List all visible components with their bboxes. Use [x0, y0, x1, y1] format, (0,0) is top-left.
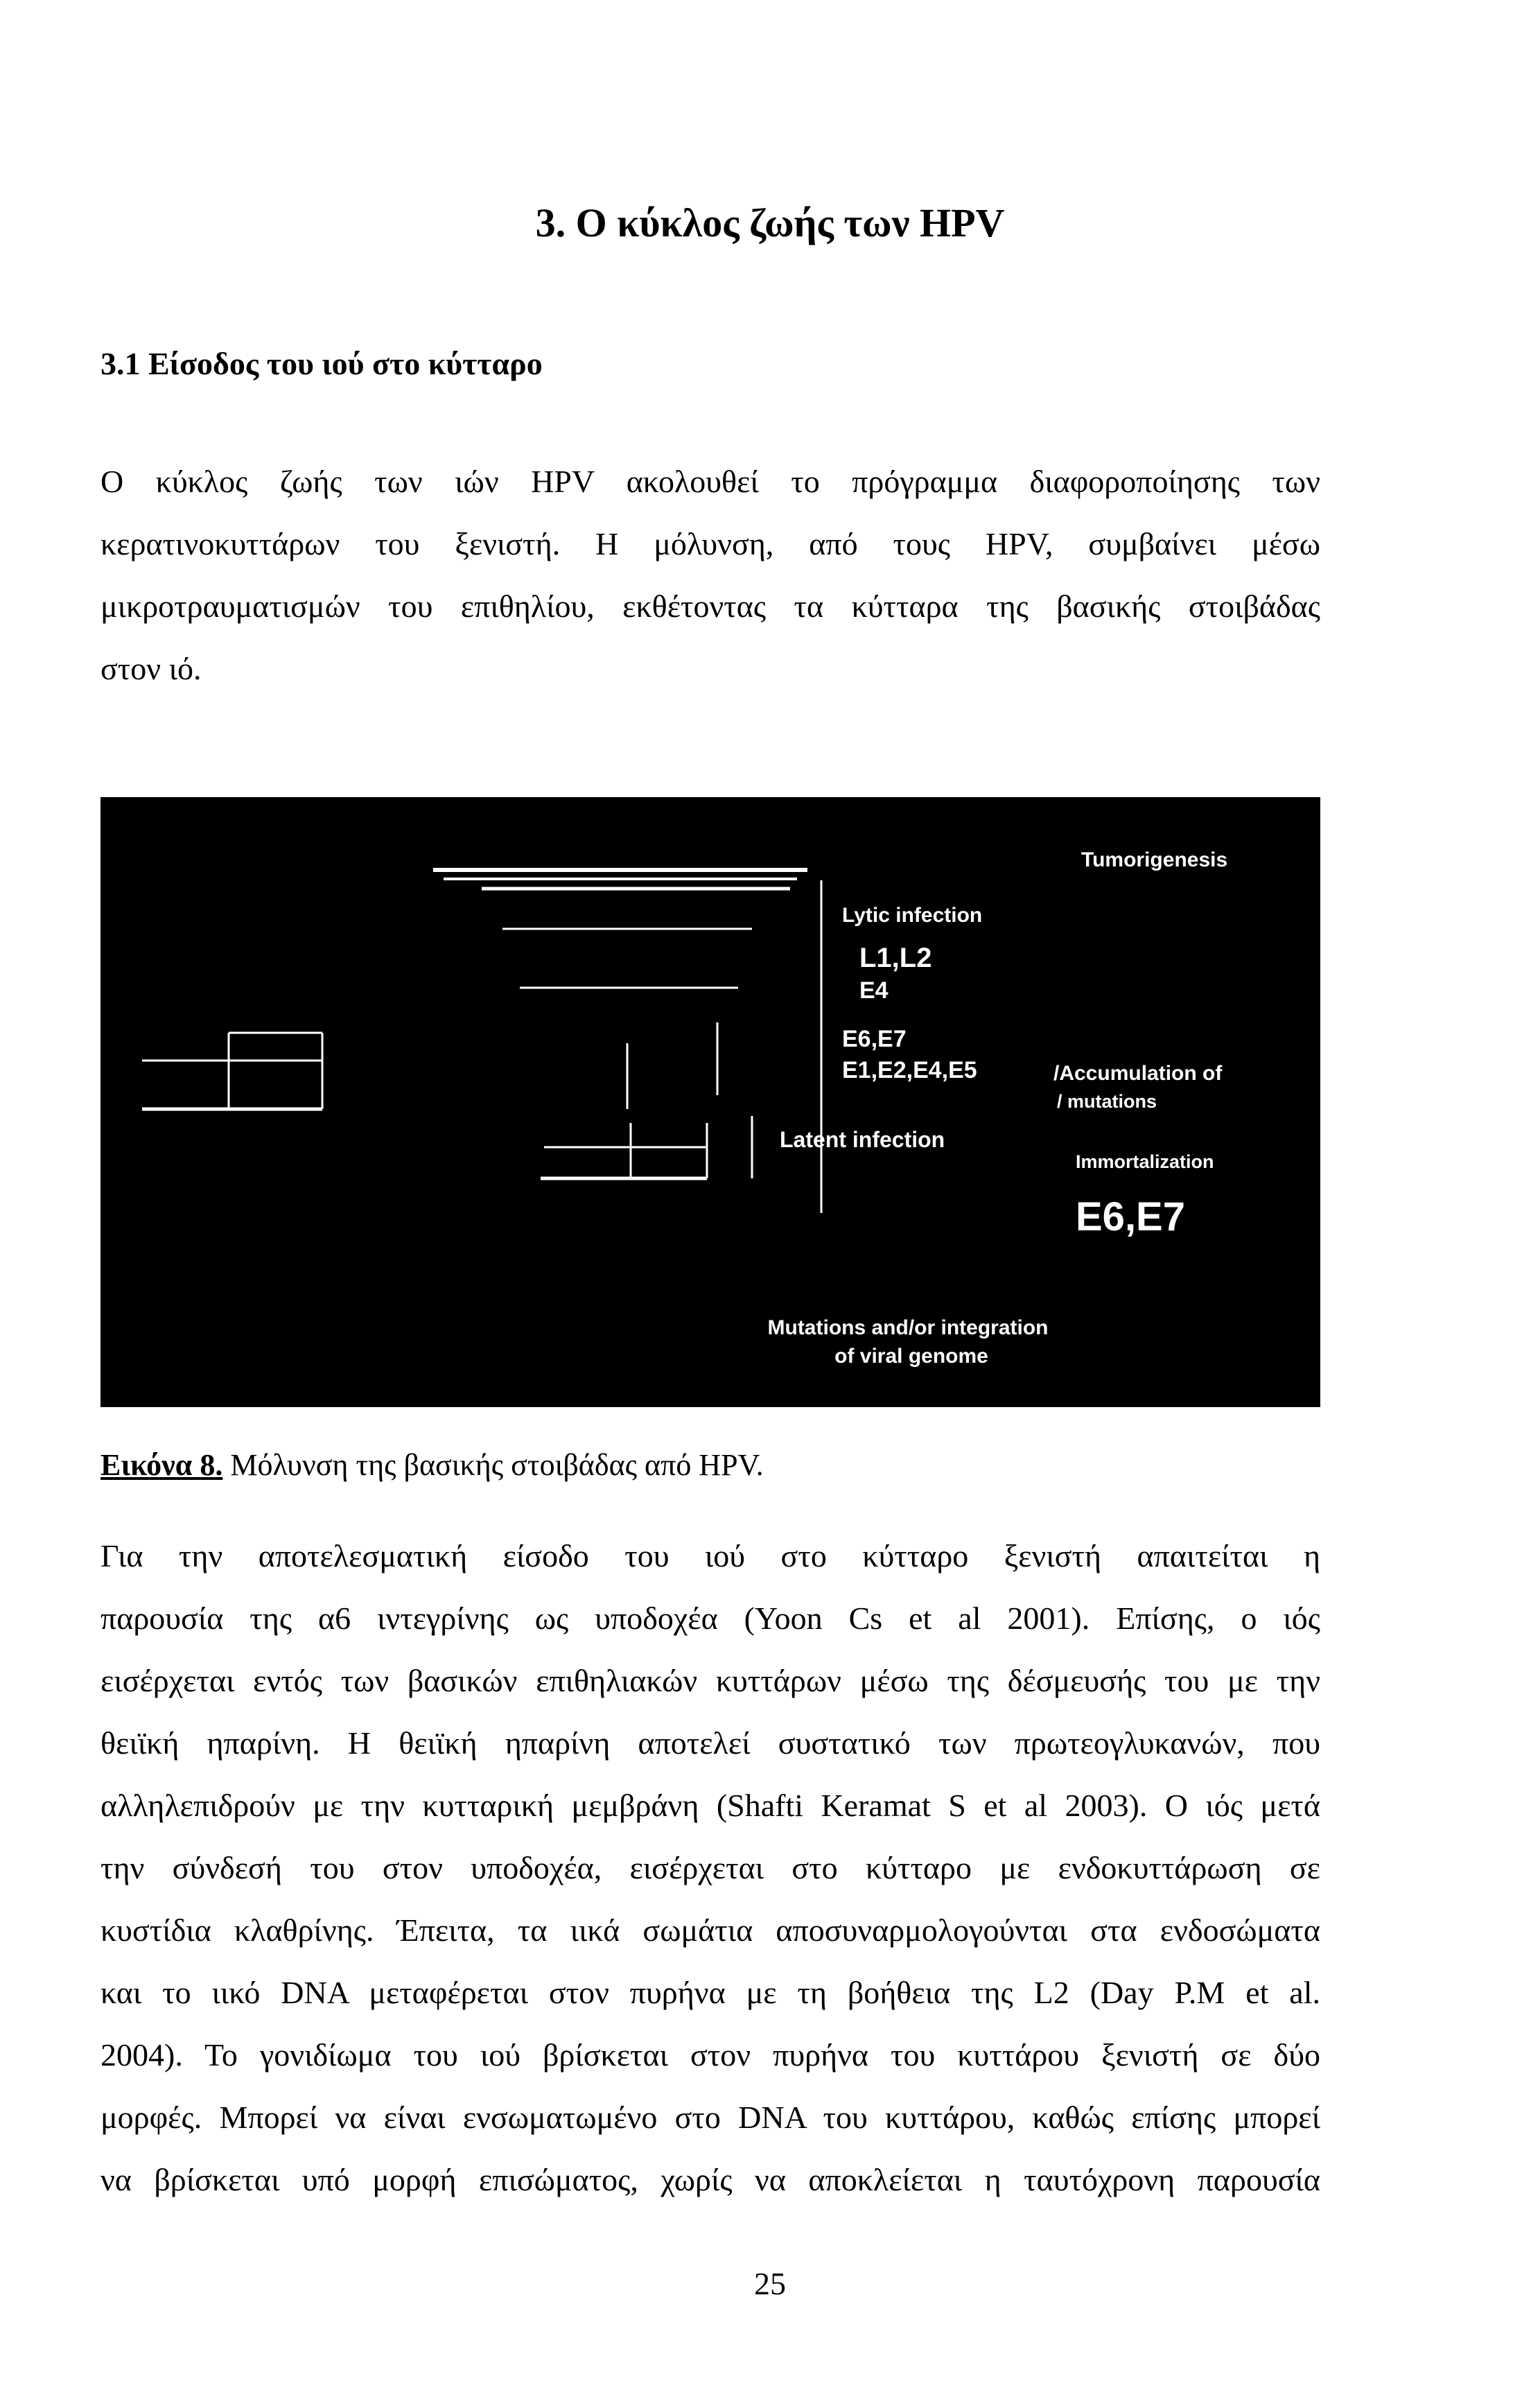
genes-lytic-1: L1,L2: [859, 943, 932, 973]
body-line: και το ιικό DNA μεταφέρεται στον πυρήνα με τη βοήθεια της L2 (Day P.M et al.: [100, 1975, 1320, 2010]
intro-line: Ο κύκλος ζωής των ιών HPV ακολουθεί το πρόγραμμα διαφοροποίησης των: [100, 464, 1320, 499]
body-line: εισέρχεται εντός των βασικών επιθηλιακών κυττάρων μέσω της δέσμευσής του με την: [100, 1663, 1320, 1698]
genes-lytic-2: E4: [859, 977, 889, 1004]
label-immortalization: Immortalization: [1076, 1151, 1214, 1172]
section-title: 3. Ο κύκλος ζωής των HPV: [535, 200, 1005, 245]
page-number: 25: [754, 2266, 786, 2301]
body-line: θειϊκή ηπαρίνη. Η θειϊκή ηπαρίνη αποτελεί συστατικό των πρωτεογλυκανών, που: [100, 1725, 1320, 1761]
caption-label: Εικόνα 8.: [100, 1448, 223, 1482]
body-line: Για την αποτελεσματική είσοδο του ιού στο κύτταρο ξενιστή απαιτείται η: [100, 1538, 1320, 1573]
body-line: παρουσία της α6 ιντεγρίνης ως υποδοχέα (Yoon Cs et al 2001). Επίσης, ο ιός: [100, 1600, 1320, 1636]
body-line: την σύνδεσή του στον υποδοχέα, εισέρχεται στο κύτταρο με ενδοκυττάρωση σε: [100, 1850, 1320, 1885]
caption-text: Μόλυνση της βασικής στοιβάδας από HPV.: [222, 1448, 764, 1482]
figure-caption: [100, 1447, 764, 1483]
intro-line: στον ιό.: [100, 651, 202, 686]
body-line: μορφές. Μπορεί να είναι ενσωματωμένο στο DNA του κυττάρου, καθώς επίσης μπορεί: [100, 2100, 1320, 2135]
body-line: αλληλεπιδρούν με την κυτταρική μεμβράνη (Shafti Keramat S et al 2003). Ο ιός μετά: [100, 1788, 1320, 1823]
label-tumorigenesis: Tumorigenesis: [1081, 848, 1228, 871]
label-integration-2: of viral genome: [834, 1345, 988, 1368]
label-lytic: Lytic infection: [842, 904, 983, 927]
body-line: 2004). Το γονιδίωμα του ιού βρίσκεται στον πυρήνα του κυττάρου ξενιστή σε δύο: [100, 2037, 1320, 2073]
subsection-title: 3.1 Είσοδος του ιού στο κύτταρο: [100, 346, 543, 381]
label-integration-1: Mutations and/or integration: [767, 1316, 1049, 1339]
intro-line: κερατινοκυττάρων του ξενιστή. Η μόλυνση, από τους HPV, συμβαίνει μέσω: [100, 526, 1320, 561]
genes-lytic-4: E1,E2,E4,E5: [842, 1057, 977, 1083]
label-accumulation: /Accumulation of: [1053, 1062, 1223, 1085]
label-latent: Latent infection: [780, 1127, 945, 1152]
body-line: κυστίδια κλαθρίνης. Έπειτα, τα ιικά σωμάτια αποσυναρμολογούνται στα ενδοσώματα: [100, 1912, 1320, 1948]
genes-lytic-3: E6,E7: [842, 1026, 907, 1052]
intro-line: μικροτραυματισμών του επιθηλίου, εκθέτοντας τα κύτταρα της βασικής στοιβάδας: [100, 588, 1320, 624]
label-mutations: / mutations: [1057, 1091, 1157, 1112]
genes-immortal: E6,E7: [1076, 1194, 1185, 1239]
body-line: να βρίσκεται υπό μορφή επισώματος, χωρίς να αποκλείεται η ταυτόχρονη παρουσία: [100, 2162, 1320, 2197]
